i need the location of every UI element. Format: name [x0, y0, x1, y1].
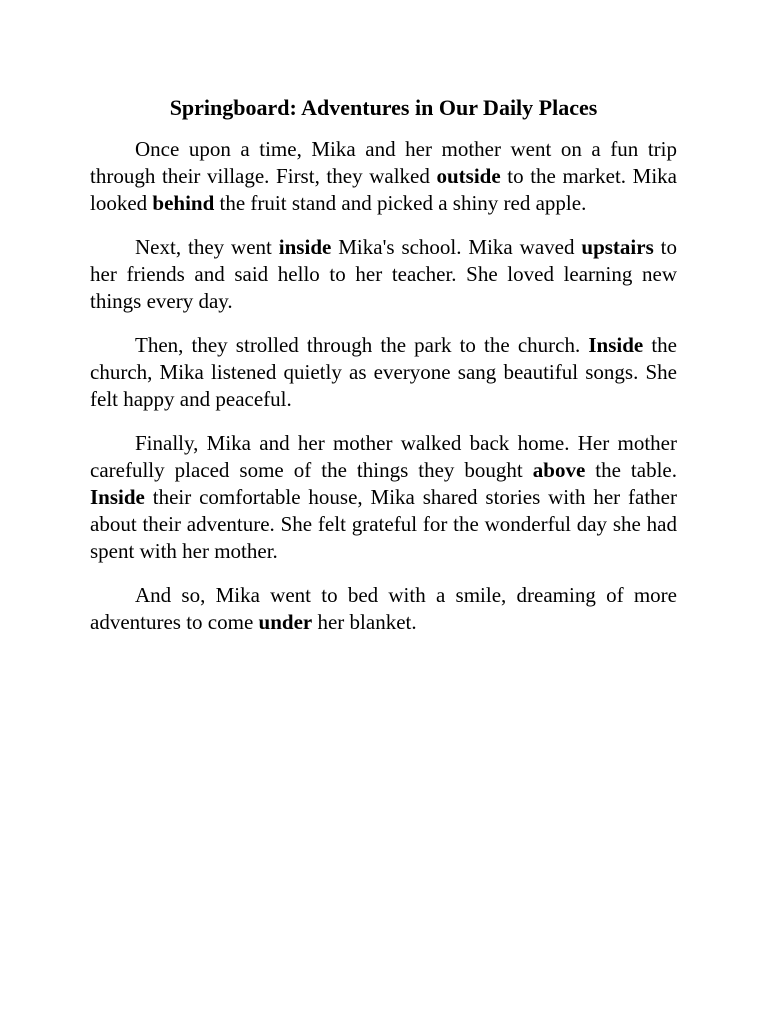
paragraph-text: her blanket. — [312, 610, 417, 634]
paragraph-text: to the market. Mika looked — [90, 164, 677, 215]
paragraph-text: the table. — [585, 458, 677, 482]
document-page — [90, 94, 677, 653]
paragraph-text: Next, they went — [135, 235, 279, 259]
bold-keyword: Inside — [90, 485, 145, 509]
paragraph — [90, 136, 677, 217]
bold-keyword: inside — [278, 235, 332, 259]
document-title: Springboard: Adventures in Our Daily Places — [169, 95, 598, 120]
paragraph-text: And so, Mika went to bed with a smile, dreaming of more adventures to come — [90, 583, 677, 634]
paragraph-text: Then, they strolled through the park to the church. — [135, 333, 589, 357]
paragraph-text: Finally, Mika and her mother walked back home. Her mother carefully placed some of the things they bought — [90, 431, 677, 482]
bold-keyword: above — [532, 458, 586, 482]
paragraph — [90, 430, 677, 565]
bold-keyword: Inside — [588, 333, 644, 357]
bold-keyword: outside — [436, 164, 501, 188]
paragraph-text: Mika's school. Mika waved — [331, 235, 582, 259]
bold-keyword: under — [258, 610, 313, 634]
paragraph — [90, 332, 677, 413]
paragraph-text: the fruit stand and picked a shiny red apple. — [214, 191, 587, 215]
paragraph — [90, 582, 677, 636]
paragraph-text: to her friends and said hello to her teacher. She loved learning new things every day. — [90, 235, 677, 313]
paragraph-text: Once upon a time, Mika and her mother went on a fun trip through their village. First, they walked — [90, 137, 677, 188]
paragraph-text: the church, Mika listened quietly as everyone sang beautiful songs. She felt happy and peaceful. — [90, 333, 678, 411]
bold-keyword: behind — [152, 191, 215, 215]
paragraph-text: their comfortable house, Mika shared stories with her father about their adventure. She felt grateful for the wonderful day she had spent with her mother. — [90, 485, 677, 563]
bold-keyword: upstairs — [581, 235, 654, 259]
paragraph — [90, 234, 677, 315]
document-body — [90, 136, 677, 636]
